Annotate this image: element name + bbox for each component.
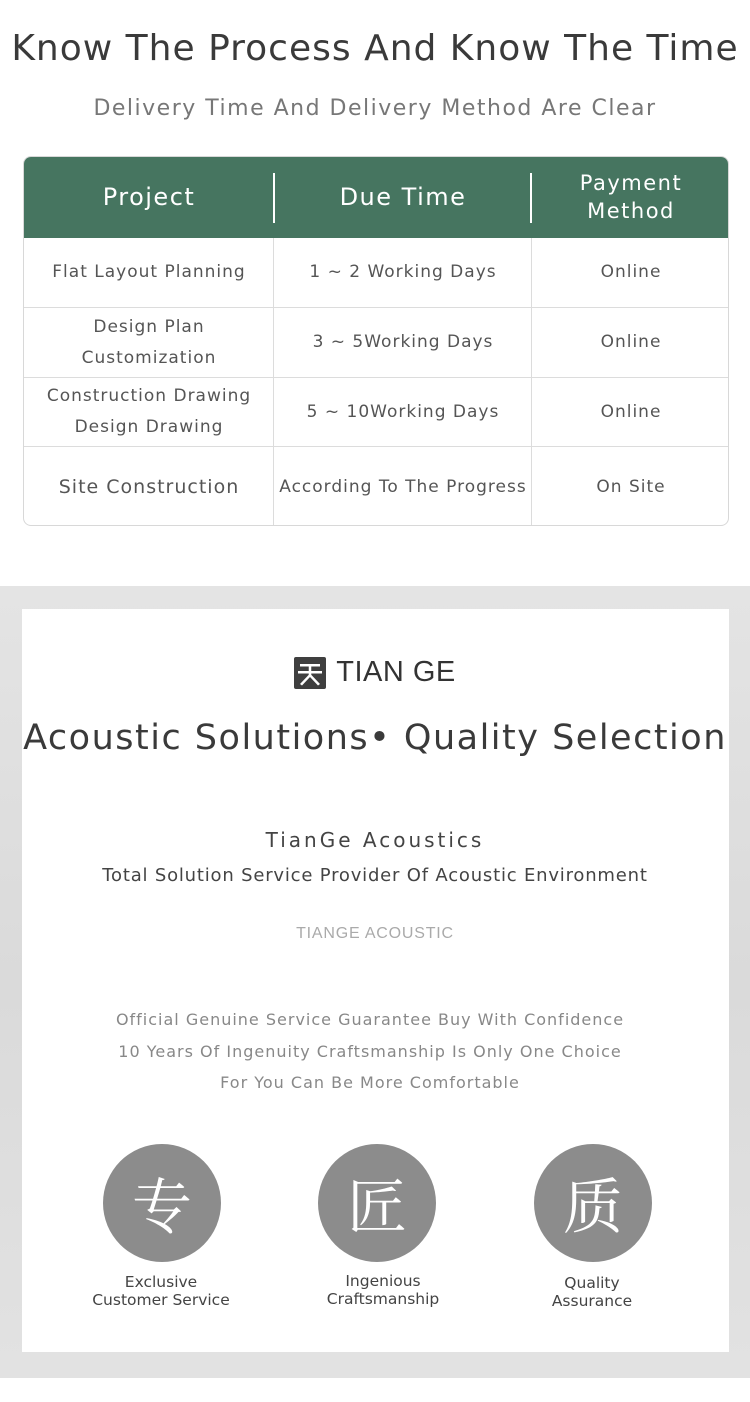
badge-label-line: Craftsmanship: [326, 1289, 440, 1308]
page-title: Know The Process And Know The Time: [11, 28, 739, 69]
table-cell-payment: On Site: [596, 476, 666, 497]
badge-label: [492, 1275, 692, 1311]
table-cell-project: Flat Layout Planning: [52, 262, 246, 283]
brand-logo: [0, 656, 750, 689]
column-header-due-time: Due Time: [339, 182, 467, 211]
exclusive-badge-icon: 专: [103, 1144, 221, 1262]
table-row: [24, 378, 729, 447]
column-divider: [273, 238, 274, 526]
badge-label: [283, 1273, 483, 1309]
badge-label-line: Quality: [564, 1274, 620, 1292]
quality-badge-icon: 质: [534, 1144, 652, 1262]
badge-label: [61, 1274, 261, 1310]
brand-name: TianGe Acoustics: [265, 828, 485, 852]
page-subtitle: Delivery Time And Delivery Method Are Clear: [93, 96, 657, 121]
badge-label-line: Customer Service: [92, 1290, 230, 1309]
table-cell-payment: Online: [600, 262, 662, 283]
process-table: [23, 156, 729, 526]
column-header-payment-method: Payment Method: [579, 171, 683, 223]
badge-label-line: Assurance: [551, 1291, 633, 1310]
column-header-project: Project: [102, 182, 196, 211]
table-cell-due-time: According To The Progress: [279, 476, 527, 497]
logo-mark-icon: [294, 657, 326, 689]
table-row: [24, 447, 729, 526]
logo-text: TIAN GE: [336, 656, 456, 688]
table-cell-due-time: 5 ~ 10Working Days: [306, 401, 500, 422]
brand-small-caption: TIANGE ACOUSTIC: [296, 925, 454, 942]
table-cell-project: Design Plan Customization: [81, 316, 217, 368]
brand-headline: Acoustic Solutions• Quality Selection: [23, 718, 727, 758]
table-cell-project: Construction Drawing Design Drawing: [46, 386, 252, 437]
table-cell-due-time: 3 ~ 5Working Days: [312, 332, 494, 353]
badge-label-line: Ingenious: [345, 1272, 421, 1290]
table-row: [24, 238, 729, 308]
table-cell-payment: Online: [600, 332, 662, 353]
table-cell-due-time: 1 ~ 2 Working Days: [309, 262, 497, 283]
table-row: [24, 308, 729, 378]
brand-tagline: Total Solution Service Provider Of Acoustic Environment: [102, 865, 648, 886]
slogan-line: 10 Years Of Ingenuity Craftsmanship Is Only One Choice: [118, 1042, 622, 1061]
column-divider: [531, 238, 532, 526]
slogan-line: Official Genuine Service Guarantee Buy With Confidence: [115, 1010, 625, 1029]
craftsmanship-badge-icon: 匠: [318, 1144, 436, 1262]
table-cell-payment: Online: [600, 401, 662, 422]
badge-label-line: Exclusive: [124, 1273, 198, 1291]
table-cell-project: Site Construction: [58, 475, 240, 498]
slogan-line: For You Can Be More Comfortable: [220, 1073, 520, 1092]
table-header: [24, 157, 729, 238]
